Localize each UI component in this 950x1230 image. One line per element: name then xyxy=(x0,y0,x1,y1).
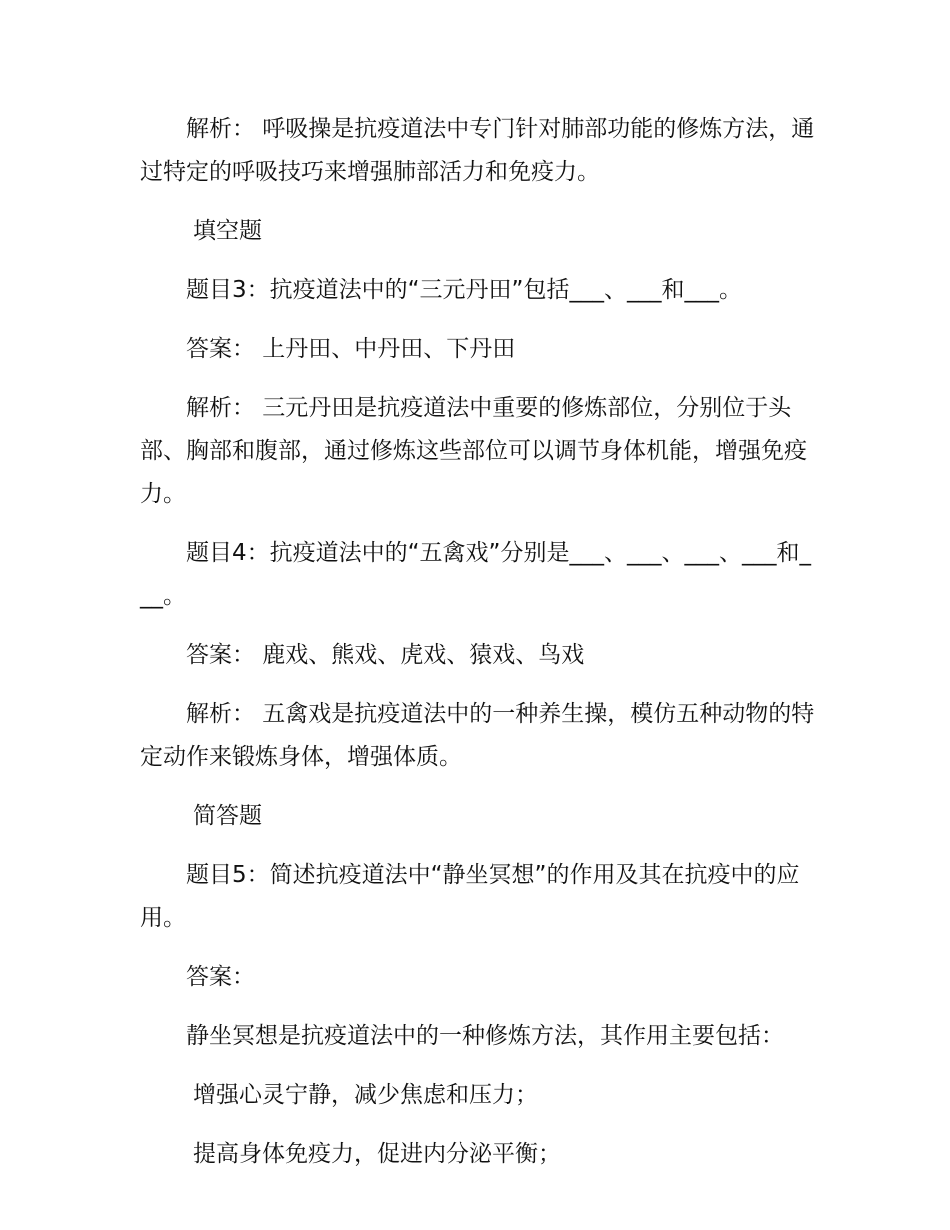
explanation-3: 解析： 三元丹田是抗疫道法中重要的修炼部位，分别位于头部、胸部和腹部，通过修炼这些部位可以调节身体机能，增强免疫力。 xyxy=(140,395,807,507)
answer-5-label: 答案： xyxy=(186,964,255,990)
question-3: 题目3：抗疫道法中的“三元丹田”包括___、___和___。 xyxy=(186,277,742,303)
explanation-paragraph: 解析： 呼吸操是抗疫道法中专门针对肺部功能的修炼方法，通过特定的呼吸技巧来增强肺部活力和免疫力。 xyxy=(140,116,815,185)
question-5: 题目5：简述抗疫道法中“静坐冥想”的作用及其在抗疫中的应用。 xyxy=(140,862,800,931)
answer-5-intro: 静坐冥想是抗疫道法中的一种修炼方法，其作用主要包括： xyxy=(186,1023,784,1049)
section-heading-short-answer: 简答题 xyxy=(193,803,262,829)
answer-5-item-2: 提高身体免疫力，促进内分泌平衡； xyxy=(193,1141,561,1167)
document-page xyxy=(140,108,820,1192)
section-heading-fill-in: 填空题 xyxy=(193,218,262,244)
answer-3: 答案： 上丹田、中丹田、下丹田 xyxy=(186,336,516,362)
answer-4: 答案： 鹿戏、熊戏、虎戏、猿戏、鸟戏 xyxy=(186,642,585,668)
answer-5-item-1: 增强心灵宁静，减少焦虑和压力； xyxy=(193,1082,538,1108)
question-4: 题目4：抗疫道法中的“五禽戏”分别是___、___、___、___和___。 xyxy=(140,540,811,609)
explanation-4: 解析： 五禽戏是抗疫道法中的一种养生操，模仿五种动物的特定动作来锻炼身体，增强体质。 xyxy=(140,701,815,770)
